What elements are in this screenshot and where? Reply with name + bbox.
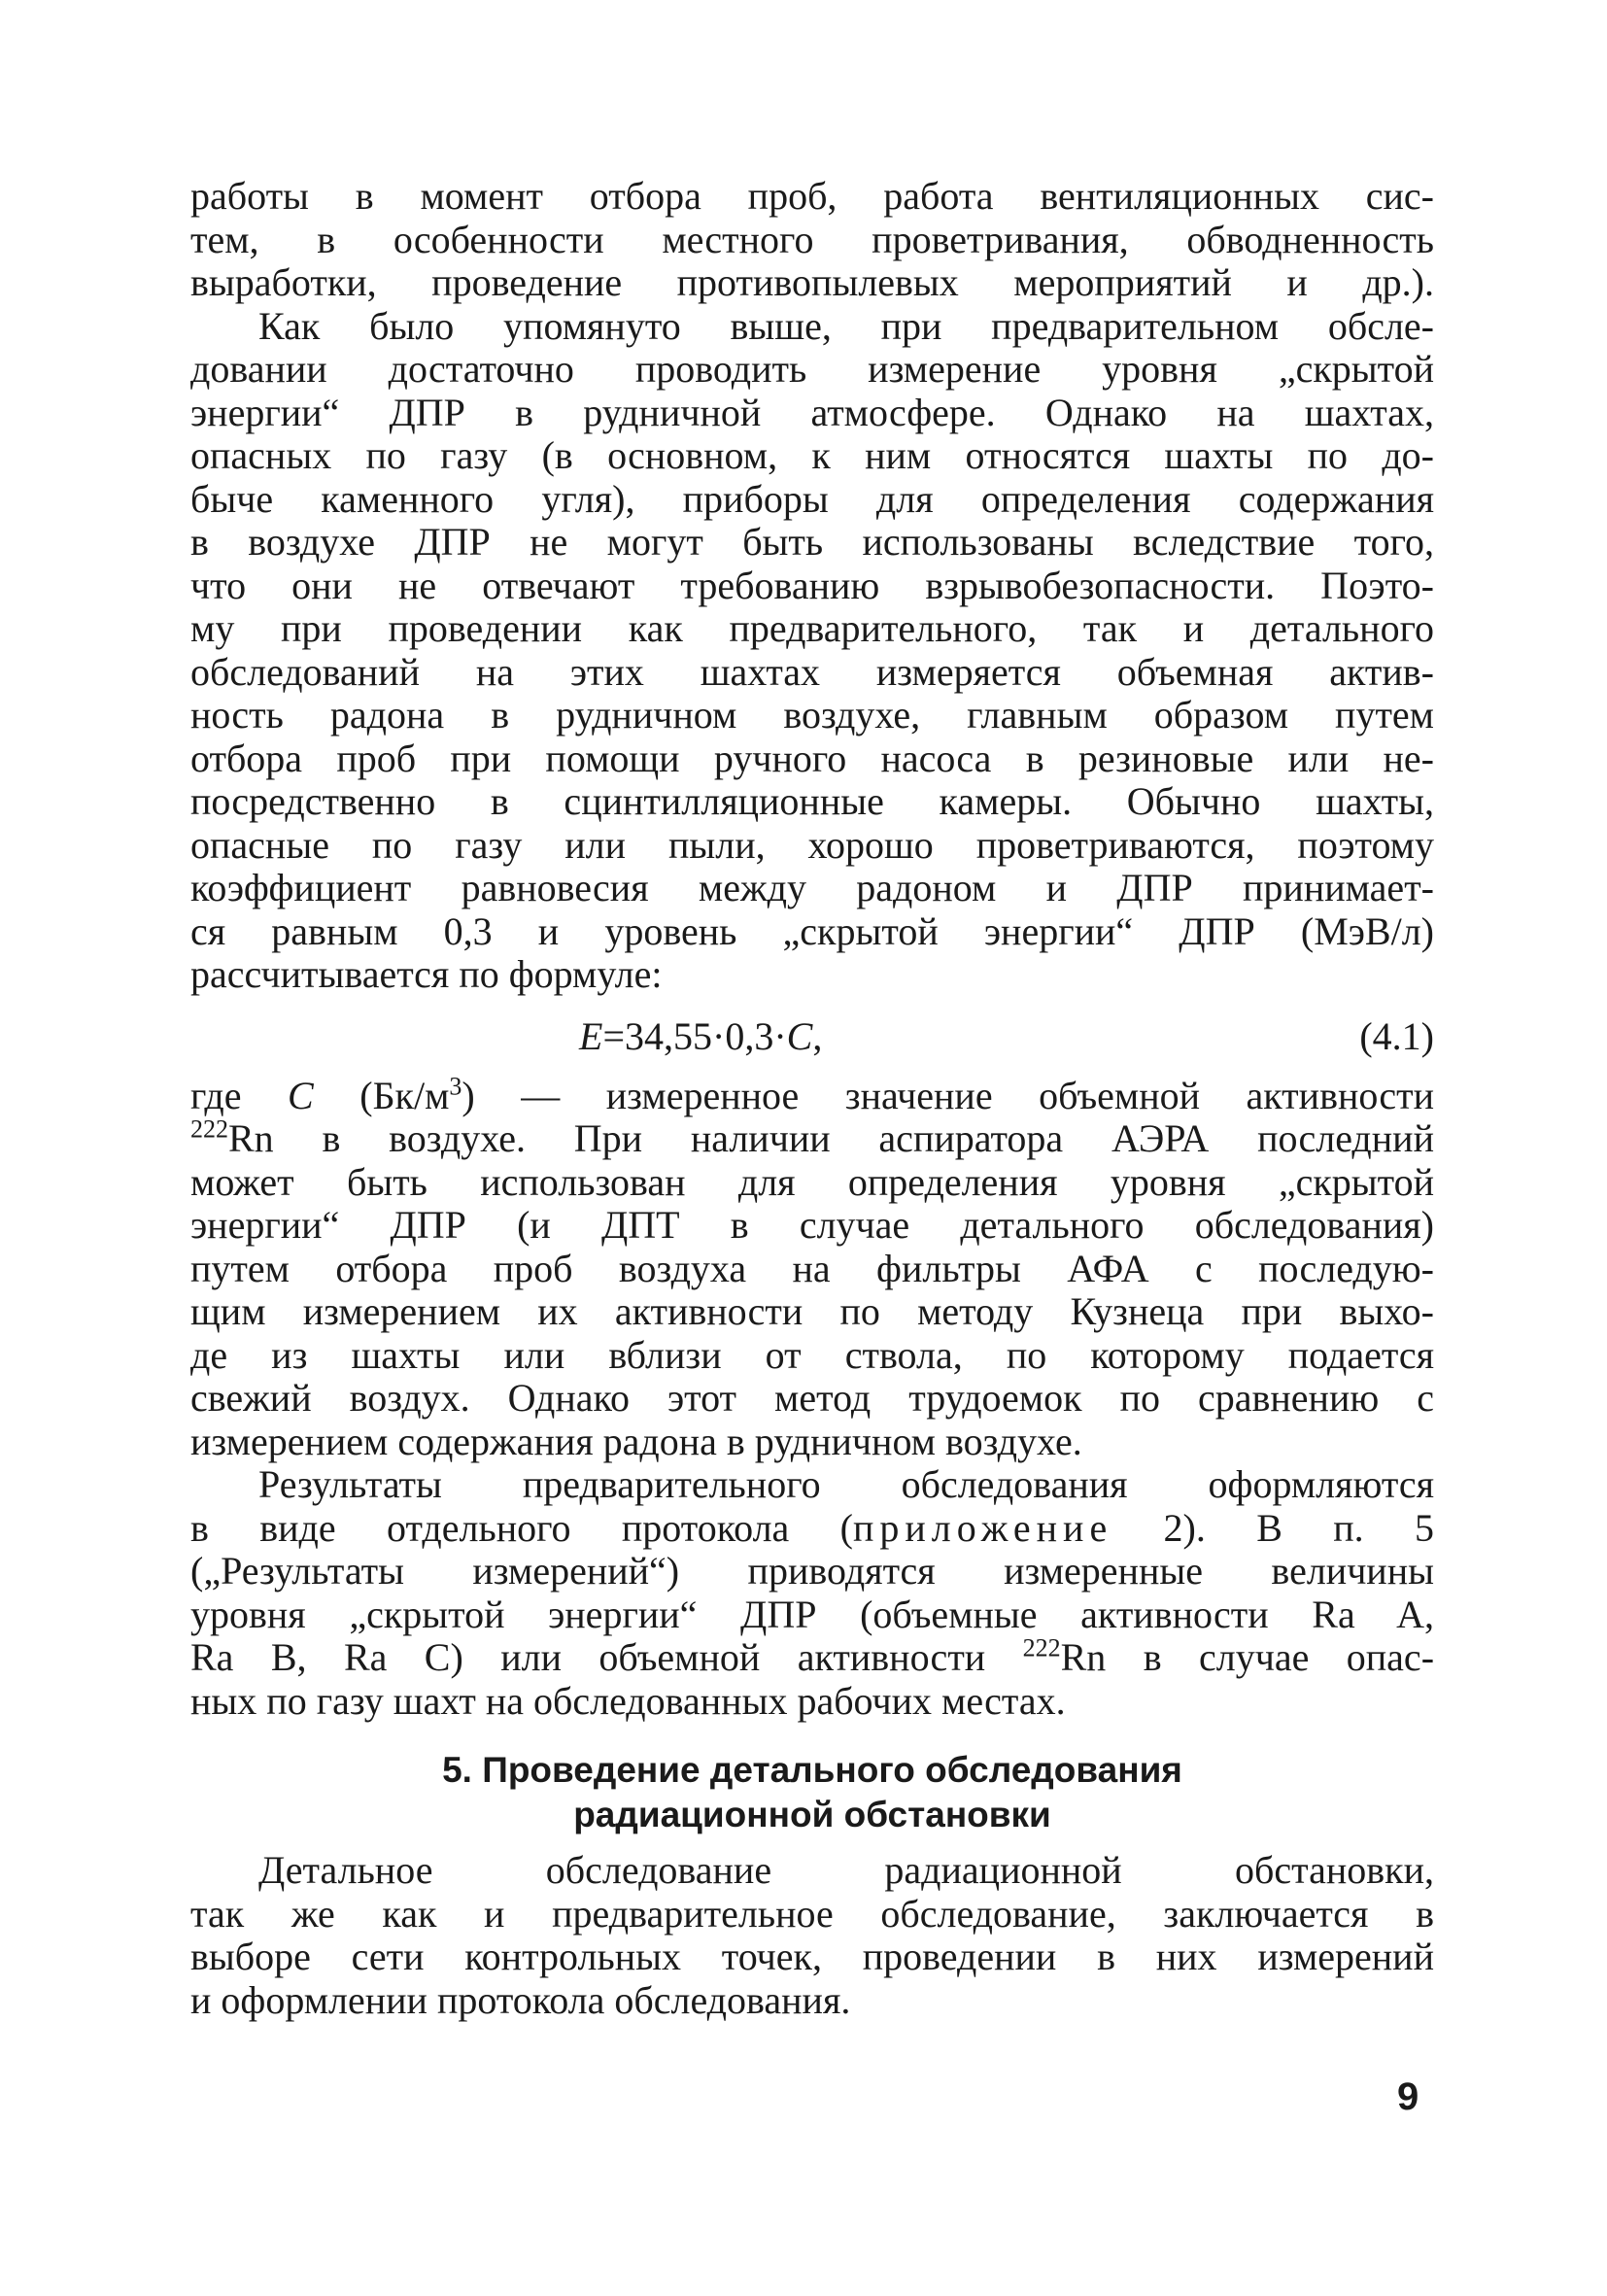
text-line: Как было упомянуто выше, при предварительном обсле- — [258, 303, 1434, 348]
paragraph-1 — [190, 175, 1434, 305]
isotope-mass: 222 — [1022, 1633, 1061, 1662]
text-line: опасных по газу (в основном, к ним относятся шахты по до- — [190, 433, 1434, 477]
isotope-mass: 222 — [190, 1114, 228, 1144]
text-span: ) — измеренное значение объемной активности — [462, 1073, 1435, 1117]
text-line: коэффициент равновесия между радоном и ДПР принимает- — [190, 866, 1434, 909]
paragraph-3 — [190, 1072, 1435, 1464]
superscript: 3 — [449, 1072, 462, 1101]
paragraph-5 — [190, 1849, 1434, 2022]
formula-4-1 — [190, 1005, 1434, 1069]
text-line: ся равным 0,3 и уровень „скрытой энергии“ ДПР (МэВ/л) — [190, 908, 1434, 953]
text-line: свежий воздух. Однако этот метод трудоемок по сравнению с — [190, 1376, 1434, 1420]
text-line: быче каменного угля), приборы для определения содержания — [190, 476, 1434, 521]
formula-suffix: , — [812, 1013, 823, 1058]
text-line: уровня „скрытой энергии“ ДПР (объемные активности Ra A, — [190, 1592, 1434, 1636]
text-line: опасные по газу или пыли, хорошо проветриваются, поэтому — [190, 822, 1434, 867]
text-line: му при проведении как предварительного, так и детального — [190, 606, 1434, 650]
text-line: и оформлении протокола обследования. — [190, 1977, 851, 2022]
text-span: в виде отдельного протокола ( — [190, 1505, 853, 1550]
paragraph-4 — [190, 1463, 1434, 1723]
text-line: Результаты предварительного обследования оформляются — [258, 1462, 1434, 1506]
text-line: путем отбора проб воздуха на фильтры АФА с последую- — [190, 1246, 1434, 1290]
text-line — [190, 1072, 1435, 1118]
text-line: энергии“ ДПР в рудничной атмосфере. Однако на шахтах, — [190, 390, 1434, 434]
text-line: („Результаты измерений“) приводятся измеренные величины — [190, 1549, 1434, 1593]
text-line: рассчитывается по формуле: — [190, 952, 663, 996]
text-line: работы в момент отбора проб, работа вентиляционных сис- — [190, 174, 1434, 218]
text-span: где — [190, 1073, 289, 1117]
text-line: энергии“ ДПР (и ДПТ в случае детального обследования) — [190, 1203, 1434, 1247]
text-line: ность радона в рудничном воздухе, главным образом путем — [190, 693, 1434, 737]
text-line: выборе сети контрольных точек, проведении в них измерений — [190, 1935, 1434, 1978]
paragraph-2 — [190, 305, 1434, 997]
text-line: Детальное обследование радиационной обстановки, — [258, 1848, 1434, 1892]
text-line: так же как и предварительное обследование, заключается в — [190, 1891, 1434, 1936]
text-line: выработки, проведение противопылевых мероприятий и др.). — [190, 260, 1434, 304]
text-line: де из шахты или вблизи от ствола, по которому подается — [190, 1332, 1434, 1377]
section-heading — [190, 1748, 1434, 1837]
text-line: обследований на этих шахтах измеряется объемная актив- — [190, 649, 1434, 694]
text-line: тем, в особенности местного проветривания, обводненность — [190, 217, 1434, 261]
text-line: посредственно в сцинтилляционные камеры. Обычно шахты, — [190, 779, 1434, 823]
text-line: в воздухе ДПР не могут быть использованы вследствие того, — [190, 520, 1434, 564]
text-line: измерением содержания радона в рудничном воздухе. — [190, 1419, 1082, 1463]
appendix-reference: приложение — [852, 1505, 1113, 1550]
text-span: Rn в случае опас- — [1060, 1635, 1435, 1679]
formula-rhs: =34,55·0,3· — [602, 1013, 787, 1058]
text-line: довании достаточно проводить измерение уровня „скрытой — [190, 347, 1434, 391]
text-line — [190, 1507, 1434, 1551]
heading-line: радиационной обстановки — [573, 1795, 1051, 1834]
formula-number: (4.1) — [1359, 1013, 1434, 1058]
text-line: щим измерением их активности по методу Кузнеца при выхо- — [190, 1289, 1434, 1333]
text-span: (Бк/м — [313, 1073, 450, 1117]
text-span: Rn в воздухе. При наличии аспиратора АЭРА последний — [228, 1116, 1434, 1160]
text-span: Ra B, Ra C) или объемной активности — [190, 1635, 1023, 1679]
document-page — [190, 175, 1434, 2022]
formula-variable: C — [786, 1013, 813, 1058]
formula-expression — [579, 1005, 822, 1069]
text-line: отбора проб при помощи ручного насоса в резиновые или не- — [190, 736, 1434, 780]
text-line — [190, 1633, 1435, 1680]
text-span: 2). В п. 5 — [1112, 1505, 1435, 1550]
text-line: что они не отвечают требованию взрывобезопасности. Поэто- — [190, 563, 1434, 607]
variable-c: C — [288, 1073, 314, 1117]
text-line — [190, 1114, 1434, 1161]
text-line: может быть использован для определения уровня „скрытой — [190, 1159, 1434, 1204]
text-line: ных по газу шахт на обследованных рабочих местах. — [190, 1678, 1066, 1723]
formula-lhs: E — [579, 1013, 603, 1058]
heading-line: 5. Проведение детального обследования — [442, 1750, 1182, 1790]
page-number: 9 — [1397, 2075, 1419, 2118]
